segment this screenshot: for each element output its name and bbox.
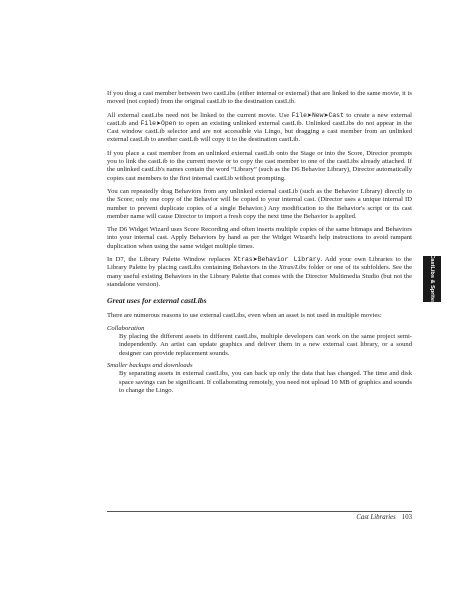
page-number: 103 <box>401 514 412 521</box>
menu-arrow-icon: ➤ <box>252 256 258 264</box>
text-run: . Add your own Libraries to the Library Palette by placing castLibs containing Behaviors in the <box>107 256 412 272</box>
side-tab-label: CastLibs & Sprites <box>429 254 436 304</box>
menu-path-cast: Cast <box>328 111 344 119</box>
term-backups: Smaller backups and downloads <box>107 362 193 370</box>
text-run: In D7, the Library Palette Window replaces <box>107 256 234 264</box>
menu-arrow-icon: ➤ <box>323 111 329 119</box>
paragraph: The D6 Widget Wizard uses Score Recording and often inserts multiple copies of the same bitmaps and Behaviors into your internal cast. Apply Behaviors by hand as per the Widget Wizard's help instructions to avoid rampant duplication when using the same widget multiple times. <box>107 226 412 250</box>
section-heading: Great uses for external castLibs <box>107 296 207 306</box>
menu-path-file: File <box>140 119 156 127</box>
footer-rule <box>107 511 412 512</box>
menu-path-xtras: Xtras <box>233 256 253 264</box>
paragraph: If you drag a cast member between two castLibs (either internal or external) that are linked to the same movie, it is moved (not copied) from the original castLib to the destination castLib. <box>107 90 412 106</box>
paragraph: If you place a cast member from an unlinked external castLib onto the Stage or into the Score, Director prompts you to link the castLib to the current movie or to copy the cast member to one of the castLibs already attached. If the unlinked castLib's names contain the word “Library” (such as the D6 Behavior Library), Director automatically copies cast members to the first internal castLib without prompting. <box>107 149 412 182</box>
text-run: All external castLibs need not be linked to the current movie. Use <box>107 111 292 119</box>
text-run: to create a new external castLib and <box>107 111 412 127</box>
page-footer <box>107 514 412 521</box>
text-run: folder or one of its subfolders. See the many useful existing Behaviors in the Library Palette that comes with the Director Multimedia Studio (but not the standalone version). <box>107 264 412 288</box>
menu-path-open: Open <box>161 119 177 127</box>
text-run: to open an existing unlinked external castLib. Unlinked castLibs do not appear in the Cast window castLib selector and are not accessible via Lingo, but dragging a cast member from an unlinked external castLib to another castLib will copy it to the destination castLib. <box>107 119 412 144</box>
menu-path-new: New <box>311 111 324 119</box>
footer-title: Cast Libraries <box>356 514 396 521</box>
paragraph <box>107 256 412 289</box>
definition-backups: By separating assets in external castLibs, you can back up only the data that has changed. The time and disk space savings can be significant. If collaborating remotely, you need not upload 10 MB of graphics and sounds to change the Lingo. <box>119 370 412 394</box>
paragraph: You can repeatedly drag Behaviors from any unlinked external castLib (such as the Behavior Library) directly to the Score; only one copy of the Behavior will be copied to your internal cast. (Director uses a unique internal ID number to prevent duplicate copies of a single Behavior.) Any modification to the Behavior's script or its cast member name will cause Director to import a fresh copy the next time the Behavior is applied. <box>107 187 412 220</box>
folder-path: Xtras/Libs <box>278 264 307 272</box>
body-text <box>107 90 412 399</box>
paragraph <box>107 112 412 145</box>
menu-path-file: File <box>291 111 307 119</box>
menu-path-behavior-library: Behavior Library <box>257 256 321 264</box>
menu-arrow-icon: ➤ <box>306 111 312 119</box>
section-intro: There are numerous reasons to use external castLibs, even when an asset is not used in multiple movies: <box>107 311 382 319</box>
definition-collaboration: By placing the different assets in different castLibs, multiple developers can work on the same project semi-independently. An artist can update graphics and deliver them in a new external cast library, or a sound designer can provide replacement sounds. <box>119 333 412 357</box>
chapter-side-tab <box>423 256 441 302</box>
term-collaboration: Collaboration <box>107 324 145 332</box>
menu-arrow-icon: ➤ <box>155 119 162 127</box>
